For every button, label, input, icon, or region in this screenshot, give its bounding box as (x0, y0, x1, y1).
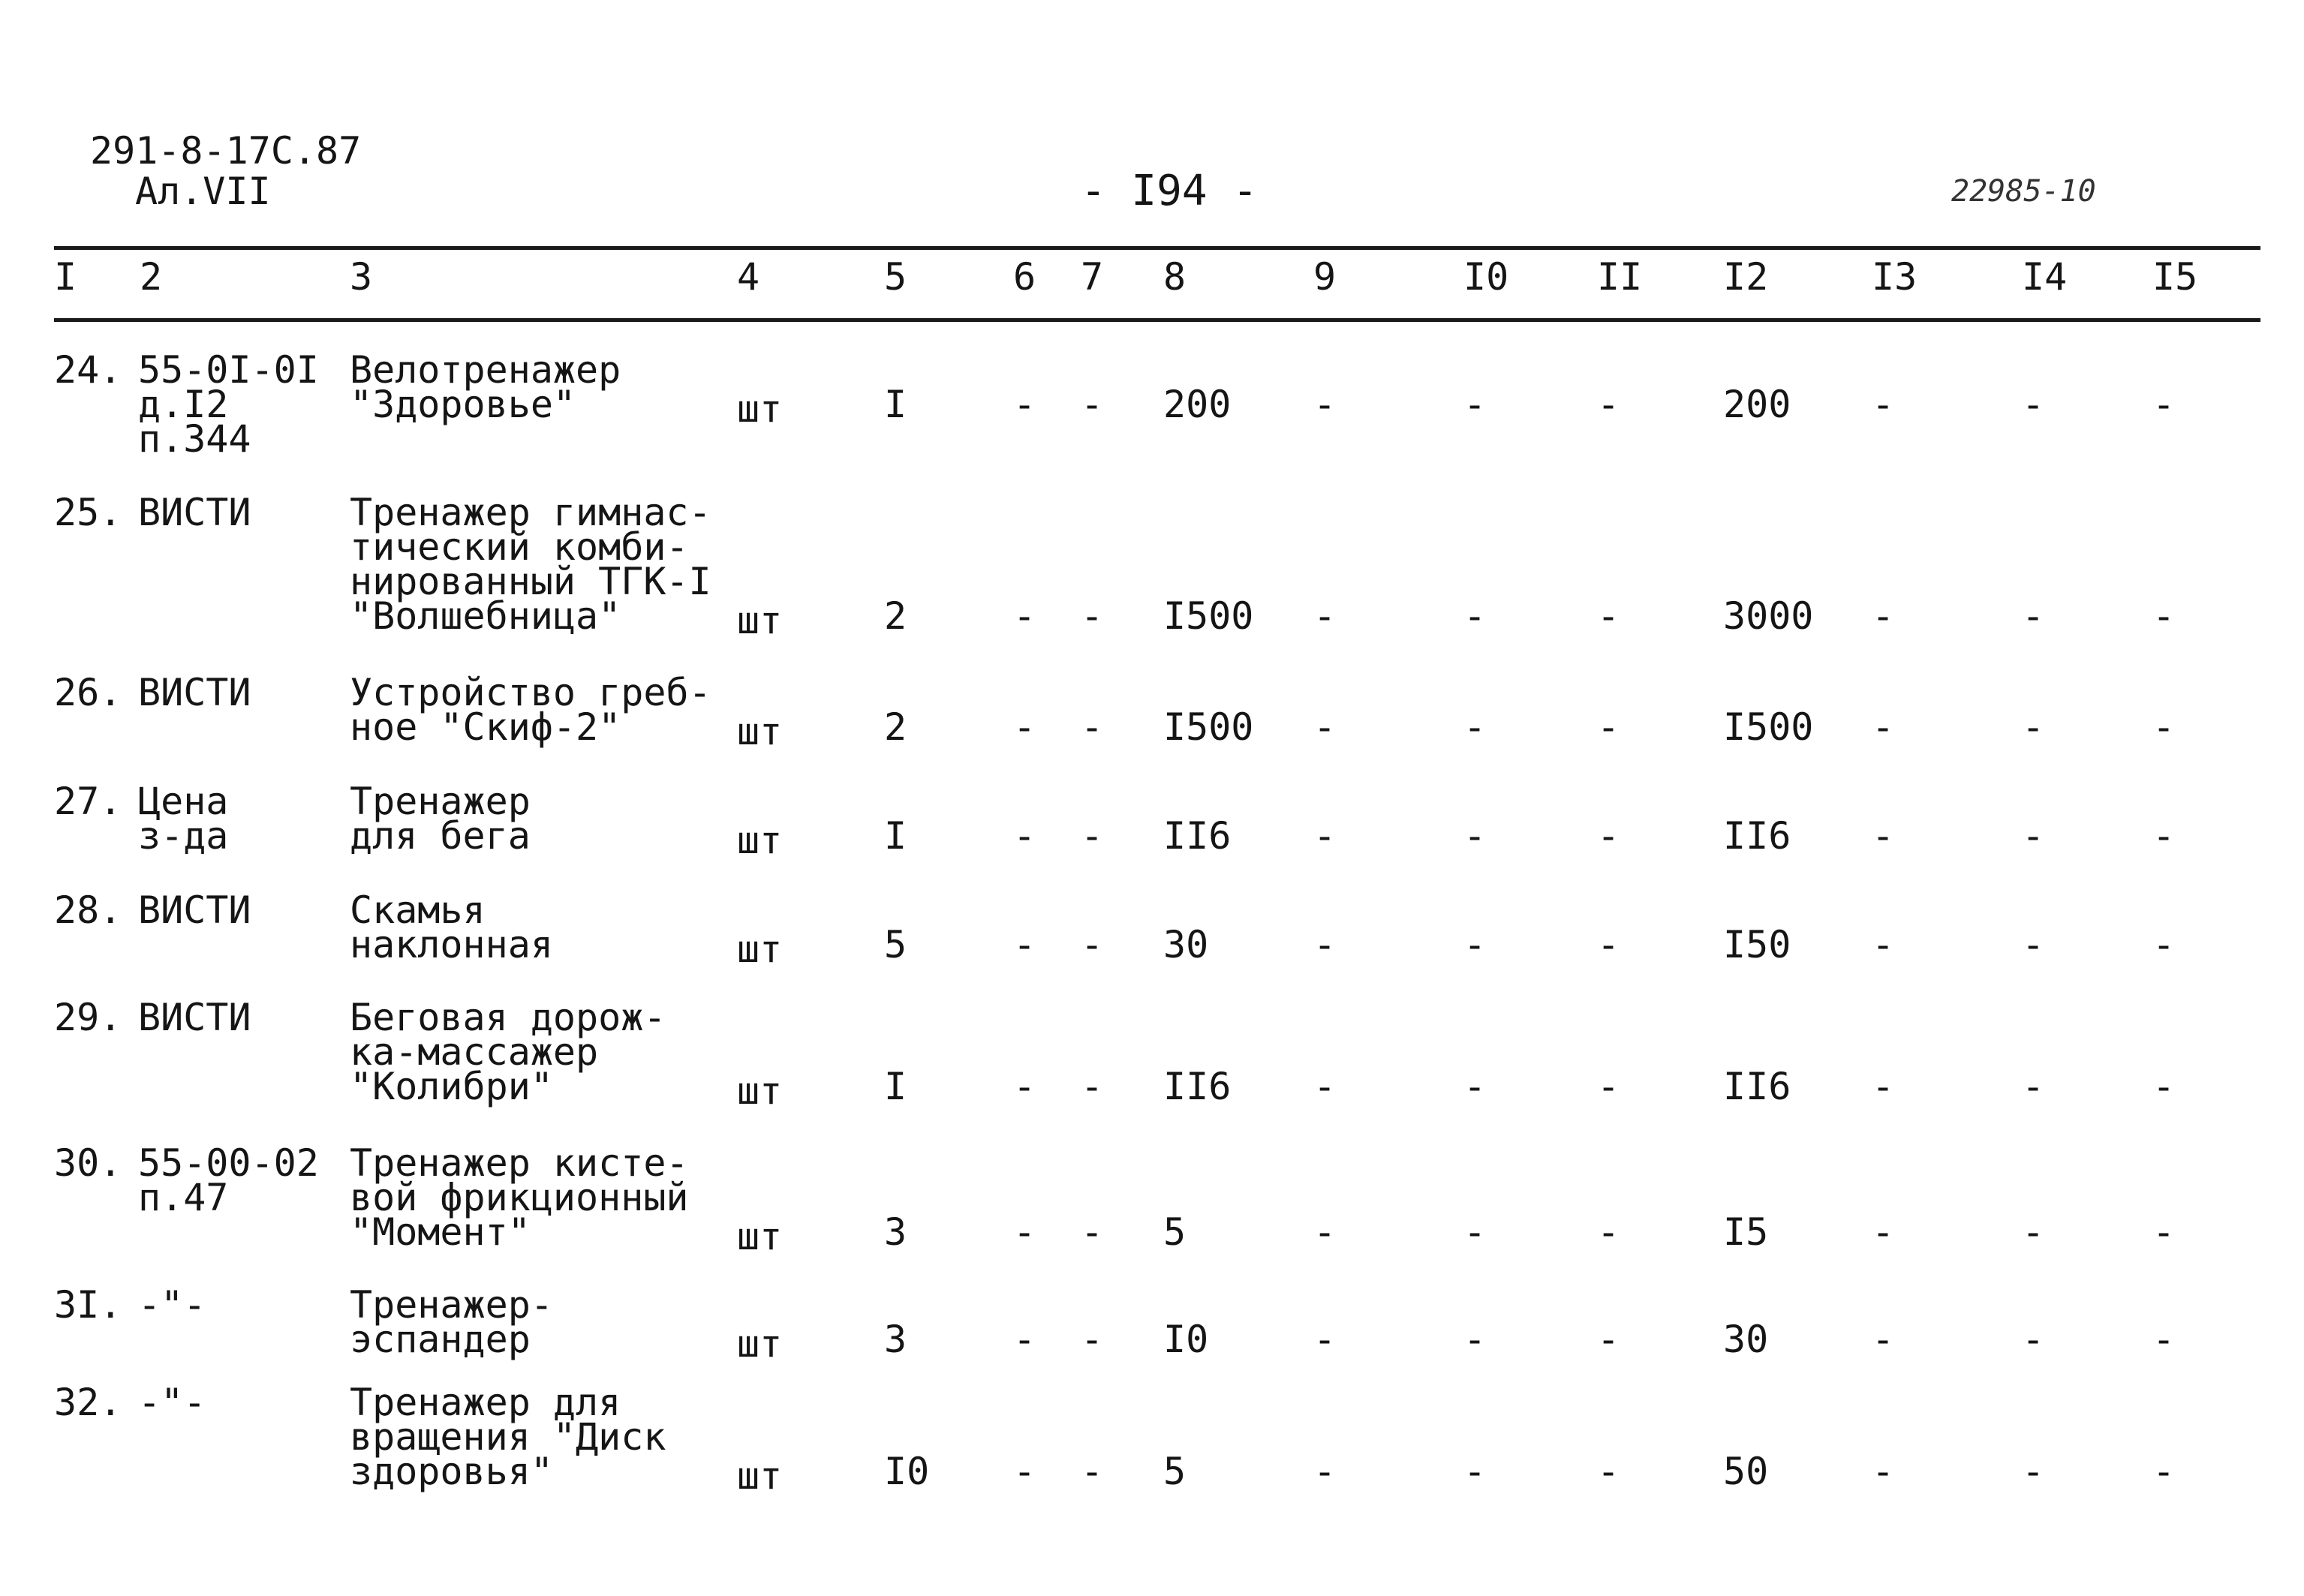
row-c13: - (1872, 1065, 1895, 1108)
row-price: II6 (1163, 1065, 1232, 1108)
row-code: ВИСТИ (138, 888, 251, 932)
table-top-rule (54, 246, 2260, 250)
row-c11: - (1597, 1065, 1620, 1108)
row-price: I500 (1163, 594, 1254, 638)
column-number-14: I4 (2022, 255, 2068, 299)
row-total: 3000 (1723, 594, 1814, 638)
row-price: I500 (1163, 705, 1254, 749)
column-number-1: I (54, 255, 77, 299)
row-c9: - (1313, 814, 1337, 858)
row-c9: - (1313, 383, 1337, 426)
row-c7: - (1081, 705, 1104, 749)
row-c13: - (1872, 383, 1895, 426)
row-unit: шт (737, 927, 783, 971)
row-c14: - (2022, 383, 2045, 426)
row-code: -"- (138, 1283, 206, 1327)
row-c13: - (1872, 814, 1895, 858)
row-total: 50 (1723, 1450, 1769, 1493)
row-c14: - (2022, 1210, 2045, 1254)
row-name: Тренажер гимнас- (350, 491, 711, 534)
row-c6: - (1013, 594, 1036, 638)
row-unit: шт (737, 599, 783, 642)
row-c13: - (1872, 594, 1895, 638)
row-name: Устройство греб- (350, 671, 711, 714)
row-qty: I (884, 383, 907, 426)
row-c15: - (2152, 705, 2176, 749)
row-total: II6 (1723, 1065, 1791, 1108)
row-c15: - (2152, 1065, 2176, 1108)
row-c7: - (1081, 1210, 1104, 1254)
row-price: I0 (1163, 1318, 1209, 1361)
row-c7: - (1081, 1318, 1104, 1361)
row-number: 29. (54, 996, 122, 1039)
row-unit: шт (737, 1069, 783, 1113)
row-c13: - (1872, 923, 1895, 966)
row-c15: - (2152, 1318, 2176, 1361)
column-number-9: 9 (1313, 255, 1337, 299)
row-code: -"- (138, 1381, 206, 1424)
row-c13: - (1872, 1210, 1895, 1254)
row-c15: - (2152, 383, 2176, 426)
row-number: 28. (54, 888, 122, 932)
row-name: здоровья" (350, 1450, 553, 1493)
row-unit: шт (737, 387, 783, 431)
row-c9: - (1313, 1210, 1337, 1254)
row-c6: - (1013, 383, 1036, 426)
row-name: "Колибри" (350, 1065, 553, 1108)
row-name: Беговая дорож- (350, 996, 666, 1039)
column-number-3: 3 (350, 255, 373, 299)
row-qty: 2 (884, 594, 907, 638)
row-total: I500 (1723, 705, 1814, 749)
row-c9: - (1313, 705, 1337, 749)
row-c7: - (1081, 383, 1104, 426)
row-unit: шт (737, 819, 783, 862)
row-name: Тренажер- (350, 1283, 553, 1327)
row-c9: - (1313, 1450, 1337, 1493)
row-c13: - (1872, 705, 1895, 749)
row-number: 25. (54, 491, 122, 534)
row-code: п.344 (138, 417, 251, 461)
column-number-15: I5 (2152, 255, 2198, 299)
row-code: ВИСТИ (138, 996, 251, 1039)
column-number-11: II (1597, 255, 1643, 299)
row-c11: - (1597, 814, 1620, 858)
row-price: 5 (1163, 1450, 1187, 1493)
row-c10: - (1463, 1450, 1487, 1493)
row-c13: - (1872, 1450, 1895, 1493)
row-total: I5 (1723, 1210, 1769, 1254)
row-name: наклонная (350, 923, 553, 966)
row-unit: шт (737, 1215, 783, 1258)
row-c11: - (1597, 1318, 1620, 1361)
row-code: Цена (138, 780, 229, 823)
row-code: д.I2 (138, 383, 229, 426)
row-name: Велотренажер (350, 348, 621, 392)
row-c11: - (1597, 1210, 1620, 1254)
row-c11: - (1597, 923, 1620, 966)
row-c10: - (1463, 814, 1487, 858)
column-number-6: 6 (1013, 255, 1036, 299)
row-name: ка-массажер (350, 1030, 599, 1074)
row-c15: - (2152, 1210, 2176, 1254)
row-c6: - (1013, 705, 1036, 749)
row-name: "Момент" (350, 1210, 531, 1254)
row-c13: - (1872, 1318, 1895, 1361)
row-c9: - (1313, 923, 1337, 966)
sheet-label: Ал.VII (135, 170, 271, 213)
column-number-4: 4 (737, 255, 760, 299)
row-name: Тренажер для (350, 1381, 621, 1424)
row-name: "Волшебница" (350, 594, 621, 638)
row-qty: I (884, 814, 907, 858)
row-c14: - (2022, 594, 2045, 638)
row-c14: - (2022, 1450, 2045, 1493)
row-c11: - (1597, 383, 1620, 426)
row-c6: - (1013, 1065, 1036, 1108)
row-total: II6 (1723, 814, 1791, 858)
row-unit: шт (737, 1454, 783, 1498)
row-c11: - (1597, 594, 1620, 638)
inventory-stamp: 22985-10 (1951, 174, 2096, 209)
row-code: ВИСТИ (138, 491, 251, 534)
column-number-8: 8 (1163, 255, 1187, 299)
row-c9: - (1313, 1065, 1337, 1108)
row-c7: - (1081, 814, 1104, 858)
row-name: вращения "Диск (350, 1415, 666, 1459)
row-c11: - (1597, 1450, 1620, 1493)
row-code: ВИСТИ (138, 671, 251, 714)
row-name: "Здоровье" (350, 383, 576, 426)
row-code: п.47 (138, 1176, 229, 1219)
row-unit: шт (737, 710, 783, 753)
column-number-10: I0 (1463, 255, 1509, 299)
row-name: эспандер (350, 1318, 531, 1361)
row-c10: - (1463, 1210, 1487, 1254)
row-c10: - (1463, 1065, 1487, 1108)
column-number-5: 5 (884, 255, 907, 299)
row-c6: - (1013, 1450, 1036, 1493)
row-qty: 5 (884, 923, 907, 966)
row-price: II6 (1163, 814, 1232, 858)
row-name: вой фрикционный (350, 1176, 689, 1219)
row-c6: - (1013, 923, 1036, 966)
row-c15: - (2152, 1450, 2176, 1493)
row-price: 5 (1163, 1210, 1187, 1254)
row-name: Тренажер кисте- (350, 1141, 689, 1185)
row-total: 30 (1723, 1318, 1769, 1361)
row-c15: - (2152, 594, 2176, 638)
row-price: 200 (1163, 383, 1232, 426)
row-c6: - (1013, 1318, 1036, 1361)
row-c7: - (1081, 594, 1104, 638)
page-number: - I94 - (1081, 167, 1259, 215)
row-c15: - (2152, 814, 2176, 858)
row-c7: - (1081, 1450, 1104, 1493)
row-c14: - (2022, 814, 2045, 858)
row-c14: - (2022, 1318, 2045, 1361)
row-number: 24. (54, 348, 122, 392)
row-name: Скамья (350, 888, 486, 932)
row-c14: - (2022, 705, 2045, 749)
row-c10: - (1463, 594, 1487, 638)
row-c14: - (2022, 1065, 2045, 1108)
row-qty: I (884, 1065, 907, 1108)
row-name: для бега (350, 814, 531, 858)
row-number: 26. (54, 671, 122, 714)
column-number-13: I3 (1872, 255, 1917, 299)
row-number: 30. (54, 1141, 122, 1185)
row-c10: - (1463, 383, 1487, 426)
row-c6: - (1013, 1210, 1036, 1254)
row-c6: - (1013, 814, 1036, 858)
row-code: з-да (138, 814, 229, 858)
row-c9: - (1313, 594, 1337, 638)
row-c15: - (2152, 923, 2176, 966)
row-number: 3I. (54, 1283, 122, 1327)
row-qty: 2 (884, 705, 907, 749)
row-c10: - (1463, 923, 1487, 966)
row-number: 27. (54, 780, 122, 823)
row-name: Тренажер (350, 780, 531, 823)
row-price: 30 (1163, 923, 1209, 966)
row-qty: 3 (884, 1210, 907, 1254)
row-c9: - (1313, 1318, 1337, 1361)
row-c10: - (1463, 1318, 1487, 1361)
row-c7: - (1081, 1065, 1104, 1108)
column-number-12: I2 (1723, 255, 1769, 299)
row-name: нированный ТГК-I (350, 560, 711, 603)
row-total: 200 (1723, 383, 1791, 426)
row-c11: - (1597, 705, 1620, 749)
row-qty: 3 (884, 1318, 907, 1361)
column-number-7: 7 (1081, 255, 1104, 299)
row-code: 55-0I-0I (138, 348, 319, 392)
row-code: 55-00-02 (138, 1141, 319, 1185)
row-number: 32. (54, 1381, 122, 1424)
column-number-2: 2 (140, 255, 163, 299)
row-name: ное "Скиф-2" (350, 705, 621, 749)
row-qty: I0 (884, 1450, 930, 1493)
row-name: тический комби- (350, 525, 689, 569)
row-c10: - (1463, 705, 1487, 749)
row-c14: - (2022, 923, 2045, 966)
row-unit: шт (737, 1322, 783, 1366)
row-c7: - (1081, 923, 1104, 966)
document-code: 291-8-17С.87 (90, 129, 362, 173)
row-total: I50 (1723, 923, 1791, 966)
table-header-rule (54, 318, 2260, 322)
